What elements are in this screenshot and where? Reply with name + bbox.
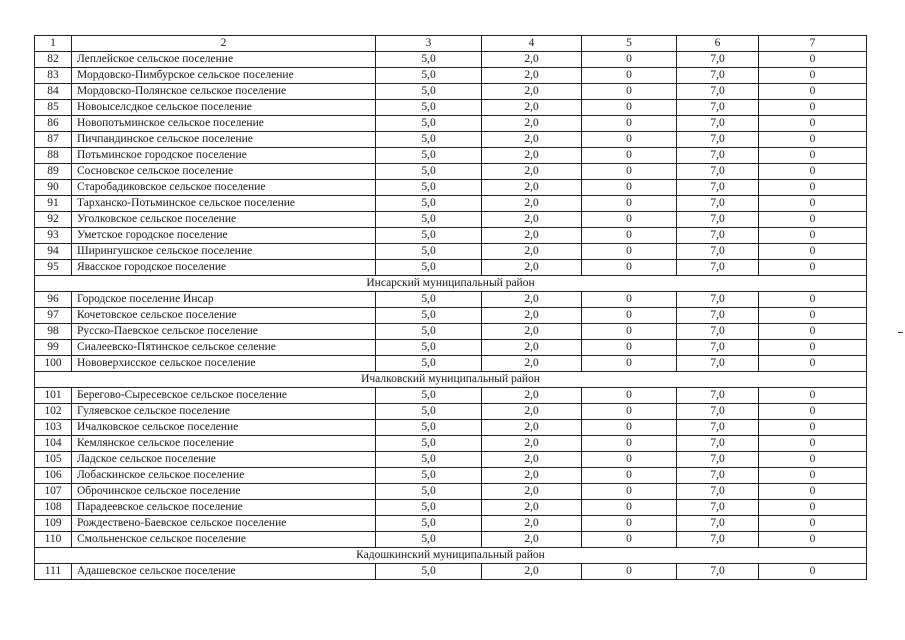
table-row: [35, 564, 867, 580]
value-cell: 0: [759, 436, 867, 452]
value-cell: 7,0: [677, 500, 759, 516]
value-cell: 0: [582, 532, 677, 548]
row-number-cell: 91: [35, 196, 72, 212]
value-cell: 7,0: [677, 532, 759, 548]
header-cell: 5: [582, 36, 677, 52]
settlement-name-cell: Парадеевское сельское поселение: [72, 500, 376, 516]
settlement-name-cell: Нововерхисское сельское поселение: [72, 356, 376, 372]
settlement-name-cell: Оброчинское сельское поселение: [72, 484, 376, 500]
table-row: [35, 116, 867, 132]
value-cell: 0: [759, 212, 867, 228]
table-row: [35, 292, 867, 308]
row-number-cell: 110: [35, 532, 72, 548]
value-cell: 0: [759, 68, 867, 84]
value-cell: 0: [582, 180, 677, 196]
value-cell: 0: [759, 84, 867, 100]
settlement-name-cell: Ичалковское сельское поселение: [72, 420, 376, 436]
value-cell: 0: [582, 148, 677, 164]
value-cell: 0: [759, 340, 867, 356]
row-number-cell: 96: [35, 292, 72, 308]
value-cell: 0: [759, 516, 867, 532]
settlement-name-cell: Кочетовское сельское поселение: [72, 308, 376, 324]
value-cell: 7,0: [677, 68, 759, 84]
value-cell: 0: [759, 260, 867, 276]
table-row: [35, 84, 867, 100]
value-cell: 0: [582, 564, 677, 580]
value-cell: 0: [759, 452, 867, 468]
value-cell: 5,0: [376, 228, 482, 244]
value-cell: 7,0: [677, 100, 759, 116]
value-cell: 0: [582, 292, 677, 308]
table-row: [35, 340, 867, 356]
value-cell: 0: [582, 452, 677, 468]
value-cell: 0: [582, 404, 677, 420]
row-number-cell: 85: [35, 100, 72, 116]
value-cell: 5,0: [376, 452, 482, 468]
value-cell: 5,0: [376, 340, 482, 356]
settlement-name-cell: Берегово-Сыресевское сельское поселение: [72, 388, 376, 404]
value-cell: 7,0: [677, 180, 759, 196]
table-row: [35, 244, 867, 260]
settlement-name-cell: Ширингушское сельское поселение: [72, 244, 376, 260]
settlement-name-cell: Городское поселение Инсар: [72, 292, 376, 308]
value-cell: 2,0: [482, 52, 582, 68]
table-row: [35, 228, 867, 244]
value-cell: 5,0: [376, 356, 482, 372]
row-number-cell: 88: [35, 148, 72, 164]
settlement-name-cell: Смольненское сельское поселение: [72, 532, 376, 548]
value-cell: 7,0: [677, 308, 759, 324]
row-number-cell: 98: [35, 324, 72, 340]
table-row: [35, 388, 867, 404]
table-row: [35, 180, 867, 196]
settlement-name-cell: Адашевское сельское поселение: [72, 564, 376, 580]
value-cell: 5,0: [376, 244, 482, 260]
value-cell: 5,0: [376, 404, 482, 420]
value-cell: 5,0: [376, 116, 482, 132]
value-cell: 2,0: [482, 468, 582, 484]
value-cell: 7,0: [677, 388, 759, 404]
value-cell: 2,0: [482, 500, 582, 516]
value-cell: 5,0: [376, 180, 482, 196]
value-cell: 0: [759, 52, 867, 68]
value-cell: 5,0: [376, 484, 482, 500]
value-cell: 0: [582, 196, 677, 212]
settlement-name-cell: Ладское сельское поселение: [72, 452, 376, 468]
value-cell: 7,0: [677, 292, 759, 308]
row-number-cell: 106: [35, 468, 72, 484]
value-cell: 2,0: [482, 388, 582, 404]
value-cell: 5,0: [376, 292, 482, 308]
value-cell: 0: [582, 68, 677, 84]
row-number-cell: 104: [35, 436, 72, 452]
settlement-name-cell: Уметское городское поселение: [72, 228, 376, 244]
row-number-cell: 92: [35, 212, 72, 228]
row-number-cell: 97: [35, 308, 72, 324]
settlement-name-cell: Явасское городское поселение: [72, 260, 376, 276]
header-cell: 6: [677, 36, 759, 52]
value-cell: 7,0: [677, 468, 759, 484]
value-cell: 5,0: [376, 564, 482, 580]
row-number-cell: 100: [35, 356, 72, 372]
value-cell: 2,0: [482, 532, 582, 548]
table-row: [35, 68, 867, 84]
row-number-cell: 86: [35, 116, 72, 132]
value-cell: 7,0: [677, 212, 759, 228]
value-cell: 5,0: [376, 212, 482, 228]
row-number-cell: 90: [35, 180, 72, 196]
value-cell: 0: [759, 404, 867, 420]
value-cell: 2,0: [482, 356, 582, 372]
header-cell: 3: [376, 36, 482, 52]
value-cell: 5,0: [376, 500, 482, 516]
section-title: Кадошкинский муниципальный район: [35, 548, 867, 564]
value-cell: 7,0: [677, 404, 759, 420]
value-cell: 2,0: [482, 260, 582, 276]
row-number-cell: 109: [35, 516, 72, 532]
settlement-name-cell: Уголковское сельское поселение: [72, 212, 376, 228]
value-cell: 7,0: [677, 356, 759, 372]
value-cell: 0: [759, 196, 867, 212]
settlement-name-cell: Пичпандинское сельское поселение: [72, 132, 376, 148]
value-cell: 0: [759, 564, 867, 580]
settlement-name-cell: Потьминское городское поселение: [72, 148, 376, 164]
row-number-cell: 89: [35, 164, 72, 180]
header-cell: 4: [482, 36, 582, 52]
settlement-name-cell: Мордовско-Пимбурское сельское поселение: [72, 68, 376, 84]
value-cell: 0: [759, 132, 867, 148]
value-cell: 5,0: [376, 68, 482, 84]
value-cell: 0: [759, 228, 867, 244]
settlement-name-cell: Сиалеевско-Пятинское сельское селение: [72, 340, 376, 356]
value-cell: 0: [759, 164, 867, 180]
row-number-cell: 93: [35, 228, 72, 244]
table-row: [35, 212, 867, 228]
value-cell: 7,0: [677, 324, 759, 340]
value-cell: 5,0: [376, 196, 482, 212]
value-cell: 7,0: [677, 340, 759, 356]
value-cell: 0: [759, 116, 867, 132]
table-row: [35, 452, 867, 468]
header-cell: 1: [35, 36, 72, 52]
value-cell: 0: [582, 484, 677, 500]
value-cell: 0: [759, 244, 867, 260]
settlement-name-cell: Сосновское сельское поселение: [72, 164, 376, 180]
table-row: [35, 356, 867, 372]
value-cell: 0: [582, 84, 677, 100]
table-row: [35, 100, 867, 116]
section-title: Инсарский муниципальный район: [35, 276, 867, 292]
table-row: [35, 164, 867, 180]
table-row: [35, 500, 867, 516]
value-cell: 2,0: [482, 308, 582, 324]
value-cell: 7,0: [677, 164, 759, 180]
value-cell: 7,0: [677, 132, 759, 148]
value-cell: 5,0: [376, 84, 482, 100]
value-cell: 2,0: [482, 100, 582, 116]
value-cell: 2,0: [482, 228, 582, 244]
row-number-cell: 107: [35, 484, 72, 500]
value-cell: 7,0: [677, 228, 759, 244]
row-number-cell: 95: [35, 260, 72, 276]
value-cell: 0: [759, 324, 867, 340]
value-cell: 0: [759, 484, 867, 500]
table-row: [35, 308, 867, 324]
value-cell: 2,0: [482, 404, 582, 420]
value-cell: 5,0: [376, 516, 482, 532]
row-number-cell: 94: [35, 244, 72, 260]
value-cell: 7,0: [677, 260, 759, 276]
value-cell: 0: [582, 516, 677, 532]
value-cell: 0: [582, 468, 677, 484]
table-row: [35, 436, 867, 452]
value-cell: 0: [582, 340, 677, 356]
table-row: [35, 404, 867, 420]
value-cell: 2,0: [482, 116, 582, 132]
value-cell: 5,0: [376, 468, 482, 484]
value-cell: 0: [582, 308, 677, 324]
allocation-table: [34, 35, 867, 580]
table-row: [35, 260, 867, 276]
value-cell: 0: [582, 500, 677, 516]
table-row: [35, 420, 867, 436]
value-cell: 2,0: [482, 132, 582, 148]
value-cell: 0: [582, 356, 677, 372]
value-cell: 5,0: [376, 420, 482, 436]
table-row: [35, 468, 867, 484]
value-cell: 7,0: [677, 84, 759, 100]
value-cell: 7,0: [677, 196, 759, 212]
value-cell: 7,0: [677, 148, 759, 164]
value-cell: 0: [759, 388, 867, 404]
value-cell: 2,0: [482, 564, 582, 580]
value-cell: 0: [759, 468, 867, 484]
value-cell: 2,0: [482, 180, 582, 196]
table-row: [35, 516, 867, 532]
row-number-cell: 87: [35, 132, 72, 148]
value-cell: 7,0: [677, 452, 759, 468]
value-cell: 0: [759, 100, 867, 116]
value-cell: 2,0: [482, 484, 582, 500]
value-cell: 0: [582, 100, 677, 116]
row-number-cell: 103: [35, 420, 72, 436]
value-cell: 2,0: [482, 420, 582, 436]
settlement-name-cell: Гуляевское сельское поселение: [72, 404, 376, 420]
value-cell: 2,0: [482, 436, 582, 452]
value-cell: 0: [582, 164, 677, 180]
value-cell: 0: [582, 116, 677, 132]
value-cell: 7,0: [677, 52, 759, 68]
settlement-name-cell: Тарханско-Потьминское сельское поселение: [72, 196, 376, 212]
table-row: [35, 196, 867, 212]
value-cell: 7,0: [677, 516, 759, 532]
value-cell: 2,0: [482, 84, 582, 100]
value-cell: 0: [582, 436, 677, 452]
value-cell: 0: [759, 500, 867, 516]
row-number-cell: 82: [35, 52, 72, 68]
row-number-cell: 84: [35, 84, 72, 100]
section-title: Ичалковский муниципальный район: [35, 372, 867, 388]
value-cell: 2,0: [482, 340, 582, 356]
value-cell: 5,0: [376, 308, 482, 324]
row-number-cell: 108: [35, 500, 72, 516]
table-body: [35, 36, 867, 580]
row-number-cell: 101: [35, 388, 72, 404]
value-cell: 0: [582, 132, 677, 148]
table-row: [35, 52, 867, 68]
value-cell: 7,0: [677, 116, 759, 132]
row-number-cell: 83: [35, 68, 72, 84]
value-cell: 0: [582, 212, 677, 228]
settlement-name-cell: Новопотьминское сельское поселение: [72, 116, 376, 132]
value-cell: 0: [582, 420, 677, 436]
value-cell: 0: [582, 52, 677, 68]
value-cell: 5,0: [376, 436, 482, 452]
value-cell: 0: [759, 308, 867, 324]
value-cell: 7,0: [677, 244, 759, 260]
value-cell: 5,0: [376, 324, 482, 340]
settlement-name-cell: Старобадиковское сельское поселение: [72, 180, 376, 196]
row-number-cell: 102: [35, 404, 72, 420]
header-cell: 7: [759, 36, 867, 52]
settlement-name-cell: Рождествено-Баевское сельское поселение: [72, 516, 376, 532]
row-number-cell: 99: [35, 340, 72, 356]
value-cell: 0: [759, 180, 867, 196]
value-cell: 2,0: [482, 324, 582, 340]
header-cell: 2: [72, 36, 376, 52]
value-cell: 5,0: [376, 164, 482, 180]
settlement-name-cell: Новоыселсдкое сельское поселение: [72, 100, 376, 116]
table-header-row: [35, 36, 867, 52]
settlement-name-cell: Кемлянское сельское поселение: [72, 436, 376, 452]
settlement-name-cell: Леплейское сельское поселение: [72, 52, 376, 68]
settlement-name-cell: Мордовско-Полянское сельское поселение: [72, 84, 376, 100]
value-cell: 0: [582, 388, 677, 404]
table-row: [35, 132, 867, 148]
row-number-cell: 105: [35, 452, 72, 468]
value-cell: 2,0: [482, 452, 582, 468]
value-cell: 2,0: [482, 292, 582, 308]
table-row: [35, 532, 867, 548]
value-cell: 2,0: [482, 196, 582, 212]
row-number-cell: 111: [35, 564, 72, 580]
value-cell: 5,0: [376, 100, 482, 116]
value-cell: 5,0: [376, 532, 482, 548]
settlement-name-cell: Лобаскинское сельское поселение: [72, 468, 376, 484]
value-cell: 2,0: [482, 148, 582, 164]
value-cell: 0: [582, 260, 677, 276]
value-cell: 0: [759, 148, 867, 164]
value-cell: 7,0: [677, 436, 759, 452]
value-cell: 2,0: [482, 516, 582, 532]
value-cell: 0: [759, 420, 867, 436]
value-cell: 0: [582, 228, 677, 244]
value-cell: 5,0: [376, 52, 482, 68]
value-cell: 7,0: [677, 420, 759, 436]
value-cell: 5,0: [376, 388, 482, 404]
section-row: [35, 276, 867, 292]
table-row: [35, 148, 867, 164]
margin-dash-mark: [898, 332, 903, 333]
section-row: [35, 372, 867, 388]
section-row: [35, 548, 867, 564]
value-cell: 0: [759, 356, 867, 372]
settlement-name-cell: Русско-Паевское сельское поселение: [72, 324, 376, 340]
value-cell: 7,0: [677, 484, 759, 500]
value-cell: 5,0: [376, 260, 482, 276]
table-row: [35, 324, 867, 340]
value-cell: 0: [759, 292, 867, 308]
value-cell: 5,0: [376, 132, 482, 148]
value-cell: 7,0: [677, 564, 759, 580]
value-cell: 0: [582, 244, 677, 260]
value-cell: 0: [759, 532, 867, 548]
value-cell: 2,0: [482, 212, 582, 228]
value-cell: 0: [582, 324, 677, 340]
value-cell: 5,0: [376, 148, 482, 164]
value-cell: 2,0: [482, 68, 582, 84]
value-cell: 2,0: [482, 164, 582, 180]
table-row: [35, 484, 867, 500]
value-cell: 2,0: [482, 244, 582, 260]
